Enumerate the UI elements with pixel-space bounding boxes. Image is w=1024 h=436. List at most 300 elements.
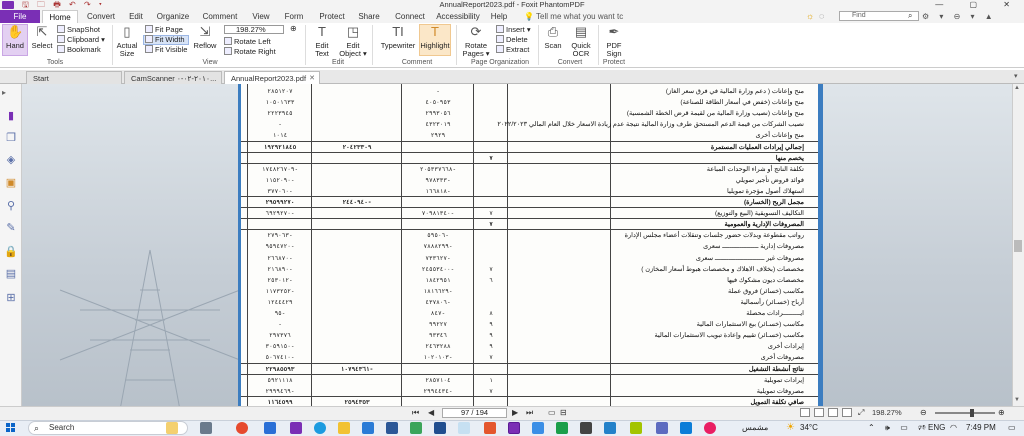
separator xyxy=(112,25,113,65)
zoom-out-icon[interactable]: ⊖ xyxy=(920,408,927,417)
highlight-button[interactable] xyxy=(419,24,451,50)
row-value: - xyxy=(436,88,440,95)
sun-icon: ☀ xyxy=(786,422,795,433)
row-value: ٤٣٧٨٠٦- xyxy=(425,298,451,306)
pen-icon: ✒ xyxy=(608,24,620,39)
row-divider xyxy=(241,218,818,219)
edit-object-icon: ◳ xyxy=(346,24,360,39)
pdf-page[interactable] xyxy=(241,84,818,406)
insert-button[interactable] xyxy=(496,25,531,34)
fit-screen-icon[interactable]: ⤢ xyxy=(858,408,865,417)
row-label: مكاسب (خسـائر) تقييم وإعادة تبويب الاستثمارات المالية xyxy=(654,332,804,340)
bookmark-button[interactable] xyxy=(57,45,101,54)
highlight-label: Highlight xyxy=(420,41,450,50)
rotate-left-icon xyxy=(224,37,232,45)
tab-list-icon[interactable]: ▾ xyxy=(1014,73,1018,80)
vpn-icon[interactable] xyxy=(604,422,616,434)
ocr-icon: ▤ xyxy=(574,24,588,39)
typewriter-label: Typewriter xyxy=(380,41,416,50)
fit-width-label: Fit Width xyxy=(155,35,185,44)
zoom-level: 198.27% xyxy=(872,408,902,417)
notification-icon[interactable]: ▭ xyxy=(1008,423,1016,432)
row-value: ٧ xyxy=(489,354,493,362)
page-icon: ▯ xyxy=(123,24,131,39)
tab-home[interactable]: Home xyxy=(42,10,78,23)
row-value: ٥٩٥٠٦- xyxy=(427,232,449,240)
delete-icon xyxy=(496,35,504,43)
signature-panel-icon[interactable]: ✎ xyxy=(6,222,16,234)
page-layout-icon[interactable]: ⊟ xyxy=(560,408,567,417)
clipboard-label: Clipboard ▾ xyxy=(67,35,105,44)
tray-icons[interactable]: ⌃ 🕪 ▭ 🕫 xyxy=(868,423,930,432)
tab-form[interactable]: Form xyxy=(284,12,304,21)
row-value: ٦٩٢٩٢٧٠- xyxy=(265,210,295,218)
table-row xyxy=(241,175,818,186)
row-value: ١٠٢٠١٠٣- xyxy=(423,354,453,362)
reflow-button[interactable] xyxy=(192,24,218,50)
row-label: صافي تكلفة التمويل xyxy=(750,398,804,406)
zoom-slider-thumb[interactable] xyxy=(970,409,974,417)
rotate-pages-button[interactable] xyxy=(460,24,492,58)
row-value: ٢٢٢٣٩٤٥ xyxy=(267,110,293,118)
row-label: استهلاك أصول مؤجرة تمويليا xyxy=(727,187,804,195)
tab-organize[interactable]: Organize xyxy=(156,12,190,21)
bookmarks-panel-icon[interactable]: ▮ xyxy=(7,110,15,122)
store-icon[interactable] xyxy=(532,422,544,434)
table-row xyxy=(241,253,818,264)
fit-visible-button[interactable] xyxy=(145,45,187,54)
row-value: ٧٣٣٦٢٧- xyxy=(425,254,451,262)
row-value: ٩٥- xyxy=(274,310,286,317)
bookmark-icon xyxy=(57,45,65,53)
row-label: نتائج أنشطة التشغيل xyxy=(748,365,804,373)
doc-tab-start[interactable] xyxy=(26,71,122,84)
tab-connect[interactable]: Connect xyxy=(395,12,425,21)
chrome-icon[interactable] xyxy=(236,422,248,434)
edit-text-icon: T xyxy=(318,24,326,39)
row-label: إجمالي إيرادات العمليات المستمرة xyxy=(710,143,804,151)
row-value: ٢٥٩٤٣٥٣ xyxy=(344,398,370,406)
row-value: ٢٩٩٩٤٦٩- xyxy=(265,387,295,395)
photos-icon[interactable] xyxy=(458,422,470,434)
typewriter-button[interactable] xyxy=(378,24,418,50)
app-icon[interactable] xyxy=(680,422,692,434)
row-value: ٢٤٦٣٢٨٨ xyxy=(425,343,451,351)
notepad-icon[interactable] xyxy=(630,422,642,434)
row-label: مصروفات أخرى xyxy=(760,354,804,362)
snapshot-button[interactable] xyxy=(57,25,100,34)
windows-start-icon[interactable] xyxy=(6,423,16,433)
row-value: ١١٧٣٢٥٢- xyxy=(265,287,295,295)
row-value: ٢٠٥٣٣٧٦٦٨- xyxy=(419,165,457,173)
row-value: ٢٩٩٣٠٥٦ xyxy=(425,110,451,118)
tab-protect[interactable]: Protect xyxy=(319,12,345,21)
rotate-pages-icon: ⟳ xyxy=(470,24,482,39)
tell-me-box[interactable] xyxy=(524,10,623,23)
edit-object-label: Edit Object ▾ xyxy=(339,41,367,58)
row-value: ١١٦٤٥٩٩ xyxy=(267,398,293,406)
insert-label: Insert ▾ xyxy=(506,25,531,34)
fit-visible-label: Fit Visible xyxy=(155,45,188,54)
insert-icon xyxy=(496,25,504,33)
file-tab[interactable]: File xyxy=(0,10,40,23)
facing-view-icon[interactable] xyxy=(828,408,838,417)
row-value: ٩ xyxy=(489,321,493,329)
row-label: مصروفات غير ــــــــــــــــــــــــــ سعرى xyxy=(695,254,804,262)
row-value: ٢٦٦٨٧٠- xyxy=(267,254,293,262)
row-label: منح وإعانات أخرى xyxy=(755,132,804,140)
prev-page-button[interactable]: ◀ xyxy=(428,408,435,417)
fit-page-label: Fit Page xyxy=(155,25,183,34)
row-value: - xyxy=(278,321,282,329)
table-row xyxy=(241,86,818,97)
row-label: ايـــــــــرادات محصلة xyxy=(746,310,804,317)
fit-page-button[interactable] xyxy=(145,25,183,34)
security-panel-icon[interactable]: 🔒 xyxy=(4,246,18,258)
row-value: ٧ xyxy=(489,221,493,229)
zoom-in-icon[interactable]: ⊕ xyxy=(290,24,297,33)
window-controls[interactable]: — ▢ ✕ xyxy=(935,0,1022,9)
search-highlight-icon[interactable] xyxy=(166,422,178,434)
clock[interactable]: 7:49 PM xyxy=(966,423,996,432)
row-divider xyxy=(241,363,818,364)
file-explorer-icon[interactable] xyxy=(338,422,350,434)
row-value: ٢٨٥٧١٠٤ xyxy=(425,376,451,384)
delete-label: Delete xyxy=(506,35,528,44)
page-number-input[interactable]: 97 / 194 xyxy=(442,408,507,418)
tab-comment[interactable]: Comment xyxy=(202,12,238,21)
row-value: ١٨١٦٦٢٩- xyxy=(423,287,453,295)
group-view-label: View xyxy=(202,59,218,66)
scan-label: Scan xyxy=(544,41,562,50)
wifi-icon[interactable]: ◠ xyxy=(950,423,957,432)
pdf-sign-button[interactable] xyxy=(602,24,626,58)
row-value: ٩٣٣٤٦ xyxy=(428,332,448,340)
row-value: - xyxy=(278,121,282,129)
extract-label: Extract xyxy=(506,45,530,54)
continuous-facing-view-icon[interactable] xyxy=(842,408,852,417)
row-label: مجمل الربح (الخسارة) xyxy=(744,199,804,206)
fit-page-icon xyxy=(145,25,153,33)
row-label: تكلفة الناتج أو شراء الوحدات المباعة xyxy=(706,165,804,173)
hand-label: Hand xyxy=(6,41,24,50)
row-divider xyxy=(241,196,818,197)
group-tools-label: Tools xyxy=(46,59,64,66)
row-value: ١٠١٤ xyxy=(272,132,288,140)
power-tower-watermark xyxy=(60,250,240,410)
table-row xyxy=(241,264,818,275)
table-row xyxy=(241,164,818,175)
title-bar xyxy=(0,0,1024,10)
scan-icon: ⎙ xyxy=(547,24,559,39)
actual-size-button[interactable] xyxy=(114,24,140,58)
last-page-button[interactable]: ⏭ xyxy=(526,408,534,417)
table-row xyxy=(241,241,818,252)
lightbulb-icon: 💡 xyxy=(524,12,537,21)
clipboard-icon xyxy=(57,35,65,43)
row-value: ٧ xyxy=(489,210,493,218)
separator xyxy=(538,25,539,65)
tab-help[interactable]: Help xyxy=(490,12,508,21)
layers-panel-icon[interactable]: ◈ xyxy=(6,154,16,166)
rotate-right-label: Rotate Right xyxy=(234,47,276,56)
group-comment-label: Comment xyxy=(401,59,433,66)
find-input[interactable]: Find xyxy=(839,11,919,21)
edit-text-label: Edit Text xyxy=(315,41,329,58)
edge-icon[interactable] xyxy=(314,422,326,434)
row-label: إيرادات تمويلية xyxy=(764,376,804,384)
row-divider xyxy=(241,141,818,142)
table-row xyxy=(241,308,818,319)
tab-edit[interactable]: Edit xyxy=(129,12,143,21)
typewriter-icon: TI xyxy=(392,24,404,39)
select-label: Select xyxy=(31,41,53,50)
row-value: ٢٩٥٩٩٢٧٠ xyxy=(265,199,295,206)
row-label: يخصم منها xyxy=(775,154,804,162)
separator xyxy=(456,25,457,65)
app-icon[interactable] xyxy=(580,422,592,434)
row-label: مخصصات (بخلاف الاهلاك و مخصصات هبوط أسعار المخازن ) xyxy=(641,265,804,273)
sidebar-expand-icon[interactable]: ▸ xyxy=(2,88,7,97)
row-value: ٥٩٢١١١٨ xyxy=(267,376,293,384)
table-row xyxy=(241,108,818,119)
doc-tab-label: CamScanner ٢٠١٠-٠٢-٠... xyxy=(131,74,217,83)
row-value: ٢٥٣٠١٢- xyxy=(267,276,293,284)
row-value: ٨٤٧- xyxy=(430,310,446,317)
row-label: التكاليف التسويقية (البيع والتوزيع) xyxy=(714,210,804,218)
row-label: مصروفات إدارية ـــــــــــــــــــ سعرى xyxy=(703,243,804,251)
pages-panel-icon[interactable]: ❐ xyxy=(6,132,16,144)
row-value: ٢١٦٨٩٠- xyxy=(267,265,293,273)
row-value: ٦ xyxy=(489,276,493,284)
fit-visible-icon xyxy=(145,45,153,53)
row-value: ٢٨٥١٢٠٧ xyxy=(267,88,293,95)
taskbar-search-input[interactable]: Search xyxy=(28,421,188,435)
highlight-icon: T xyxy=(431,24,439,39)
row-value: ٧٨٨٨٢٩٩- xyxy=(423,243,453,251)
row-value: ٧ xyxy=(489,154,493,162)
hand-icon: ✋ xyxy=(7,24,24,39)
edit-text-button[interactable] xyxy=(309,24,335,58)
scroll-down-icon[interactable]: ▼ xyxy=(1014,397,1020,403)
row-label: إيرادات أخرى xyxy=(767,343,804,351)
table-row xyxy=(241,375,818,386)
row-value: ٧ xyxy=(489,387,493,395)
close-icon[interactable]: ✕ xyxy=(309,75,315,82)
row-value: ٢٤٥٥٣٤٠٠- xyxy=(421,265,455,273)
rotate-left-label: Rotate Left xyxy=(234,37,271,46)
table-row xyxy=(241,286,818,297)
reflow-icon: ⇲ xyxy=(199,24,211,39)
outlook-icon[interactable] xyxy=(434,422,446,434)
row-label: أرباح (خسـائر) رأسمالية xyxy=(740,298,804,306)
whatsapp-icon[interactable] xyxy=(556,422,568,434)
row-value: ٧٠٩٨١٣٤٠- xyxy=(421,210,455,218)
tab-accessibility[interactable]: Accessibility xyxy=(436,12,480,21)
quick-ocr-button[interactable] xyxy=(568,24,594,58)
chat-icon[interactable]: ◌ xyxy=(819,11,825,21)
row-label: مخصصات ديون مشكوك فيها xyxy=(727,276,804,284)
row-value: ٤٠٥٠٩٥٣ xyxy=(425,99,451,107)
row-value: ٢٠٤٢٣٣٠٩ xyxy=(342,143,372,151)
row-label: منح وإعانات (خفض في أسعار الطاقة للصناعة) xyxy=(680,99,804,107)
row-label: مكاسب (خسائر) فروق عملة xyxy=(728,287,804,295)
search-icon[interactable]: ⌕ xyxy=(908,11,913,20)
language-indicator[interactable]: ENG xyxy=(928,423,946,432)
teams-icon[interactable] xyxy=(264,422,276,434)
group-protect-label: Protect xyxy=(602,59,626,66)
row-value: ١١٥٢٠٩٠- xyxy=(265,176,295,184)
tags-panel-icon[interactable]: ⊞ xyxy=(6,292,16,304)
row-value: ٢٩٧٣٧٦ xyxy=(269,332,291,340)
table-row xyxy=(241,275,818,286)
actual-size-label: Actual Size xyxy=(116,41,138,58)
table-row xyxy=(241,330,818,341)
row-value: ٣٧٧٠٦٠- xyxy=(267,187,293,195)
table-row xyxy=(241,297,818,308)
table-row xyxy=(241,97,818,108)
row-value: ١٢٤٤٤٢٩ xyxy=(267,298,293,306)
cursor-icon: ⇱ xyxy=(36,24,48,39)
continuous-view-icon[interactable] xyxy=(814,408,824,417)
row-value: ٢٤٤٠٩٤٠- xyxy=(342,199,372,206)
scroll-up-icon[interactable]: ▲ xyxy=(1014,85,1020,91)
group-page-organization-label: Page Organization xyxy=(471,59,529,66)
bookmark-label: Bookmark xyxy=(67,45,101,54)
edit-object-button[interactable] xyxy=(338,24,368,58)
row-label: منح وإعانات ( دعم وزارة المالية في فرق سعر الغاز) xyxy=(665,88,804,95)
row-value: ٩٧٨٣٣٣- xyxy=(425,176,451,184)
comments-panel-icon[interactable]: ▣ xyxy=(5,177,17,189)
delete-button[interactable] xyxy=(496,35,528,44)
row-label: المصروفات الإدارية والعمومية xyxy=(724,221,804,229)
row-value: ٤٣٢٣٠١٩ xyxy=(425,121,451,129)
row-label: فوائد قروض تأجير تمويلي xyxy=(735,176,804,184)
group-convert-label: Convert xyxy=(557,59,583,66)
zoom-in-icon[interactable]: ⊕ xyxy=(998,408,1005,417)
foxit-taskbar-icon[interactable] xyxy=(508,422,520,434)
row-value: ٢٢٩٨٥٥٩٣ xyxy=(265,365,295,373)
next-page-button[interactable]: ▶ xyxy=(512,408,519,417)
weather-condition[interactable]: مشمس xyxy=(742,423,769,432)
row-value: ٩ xyxy=(489,343,493,351)
reflow-label: Reflow xyxy=(193,41,217,50)
row-value: ١٠٥٠١٦٣٣ xyxy=(265,99,295,107)
row-value: ٧ xyxy=(489,265,493,273)
fit-width-icon xyxy=(145,35,153,43)
quick-access-toolbar[interactable]: 🖫 🗀 🖶 ↶ ↷ ▾ xyxy=(22,0,105,9)
content-panel-icon[interactable]: ▤ xyxy=(5,268,17,280)
row-value: ٥٠٦٧٤١٠- xyxy=(265,354,295,362)
zoom-slider[interactable] xyxy=(935,412,995,414)
app-icon[interactable] xyxy=(704,422,716,434)
row-value: ٨ xyxy=(489,310,493,317)
row-value: ٢٩٩٤٤٣٤- xyxy=(423,387,453,395)
table-row xyxy=(241,341,818,352)
quick-ocr-label: Quick OCR xyxy=(571,41,591,58)
task-view-icon[interactable] xyxy=(200,422,212,434)
separator xyxy=(305,25,306,65)
row-value: ٢٧٩٠٦٣- xyxy=(267,232,293,240)
row-label: منح وإعانات (نصيب وزارة المالية من لقيمة قرض الخطة الشمسية) xyxy=(626,110,804,118)
row-label: مكاسب (خسـائر) بيع الاستثمارات المالية xyxy=(696,321,804,329)
table-row xyxy=(241,119,818,130)
separator xyxy=(372,25,373,65)
row-value: ١٦٦٨١٨- xyxy=(425,187,451,195)
tab-view[interactable]: View xyxy=(252,12,270,21)
row-divider xyxy=(241,152,818,153)
scan-button[interactable] xyxy=(542,24,564,50)
app-icon[interactable] xyxy=(656,422,668,434)
row-value: ٩ xyxy=(489,332,493,340)
rotate-right-icon xyxy=(224,47,232,55)
tell-me-text: Tell me what you want tc xyxy=(536,12,624,21)
snapshot-label: SnapShot xyxy=(67,25,100,34)
table-row xyxy=(241,230,818,241)
doc-tab-label: AnnualReport2023.pdf xyxy=(231,74,307,83)
page-layout-icon[interactable]: ▭ xyxy=(548,408,556,417)
first-page-button[interactable]: ⏮ xyxy=(412,408,420,417)
hand-button[interactable] xyxy=(2,24,28,50)
extract-button[interactable] xyxy=(496,45,529,54)
excel-icon[interactable] xyxy=(410,422,422,434)
search-icon: ⌕ xyxy=(34,423,40,433)
sun-icon[interactable]: ☼ xyxy=(806,11,815,21)
row-label: مصروفات تمويلية xyxy=(756,387,804,395)
mail-icon[interactable] xyxy=(362,422,374,434)
row-value: ١ xyxy=(489,376,493,384)
row-value: ١٠٧٩٤٣٦١- xyxy=(340,365,374,373)
rotate-left-button[interactable] xyxy=(224,37,271,46)
doc-tab-annualreport[interactable] xyxy=(224,71,320,84)
row-value: ٢٩٢٩ xyxy=(430,132,446,140)
page-border-right xyxy=(818,84,823,406)
select-button[interactable] xyxy=(30,24,54,50)
window-title: AnnualReport2023.pdf - Foxit PhantomPDF xyxy=(439,0,585,9)
row-divider xyxy=(241,396,818,397)
single-page-view-icon[interactable] xyxy=(800,408,810,417)
camera-icon xyxy=(57,25,65,33)
tab-share[interactable]: Share xyxy=(358,12,380,21)
clipboard-button[interactable] xyxy=(57,35,105,44)
pdf-sign-label: PDF Sign xyxy=(606,41,622,58)
powerpoint-icon[interactable] xyxy=(484,422,496,434)
word-icon[interactable] xyxy=(386,422,398,434)
extract-icon xyxy=(496,45,504,53)
rotate-pages-label: Rotate Pages ▾ xyxy=(462,41,490,58)
temperature[interactable]: 34°C xyxy=(800,423,818,432)
fit-width-button[interactable] xyxy=(145,35,185,44)
row-value: ١٧٤٨٢٦٧٠٩- xyxy=(261,165,299,173)
row-label: رواتب مقطوعة وبدلات حضور جلسات وتنقلات أعضاء مجلس الإدارة xyxy=(624,232,804,240)
zoom-select[interactable]: 198.27% xyxy=(224,25,284,34)
attachments-panel-icon[interactable]: ⚲ xyxy=(6,200,16,212)
scroll-thumb[interactable] xyxy=(1014,240,1022,252)
rotate-right-button[interactable] xyxy=(224,47,276,56)
row-value: ١٩٢٩٢١٨٤٥ xyxy=(263,143,297,151)
foxit-app-icon[interactable] xyxy=(290,422,302,434)
doc-tab-label: Start xyxy=(33,74,49,83)
top-right-icons[interactable]: ⚙ ▾ ⊖ ▾ ▲ xyxy=(922,12,997,21)
doc-tab-camscanner[interactable] xyxy=(124,71,222,84)
row-value: ٣٠٥٩١٥٠- xyxy=(265,343,295,351)
row-label: نصيب الشركات من قيمة الدعم المستحق طرف وزارة المالية نتيجة عدم زيادة الاسعار خلال العام المالي ٢٠٢٢/٢٠٢٣ xyxy=(497,121,804,129)
row-value: ١٨٤٢٩٥١ xyxy=(425,276,451,284)
group-edit-label: Edit xyxy=(331,59,345,66)
row-value: ٩٥٩٤٧٢٠- xyxy=(265,243,295,251)
row-value: ٩٩٢٢٧ xyxy=(428,321,448,329)
tab-convert[interactable]: Convert xyxy=(86,12,115,21)
